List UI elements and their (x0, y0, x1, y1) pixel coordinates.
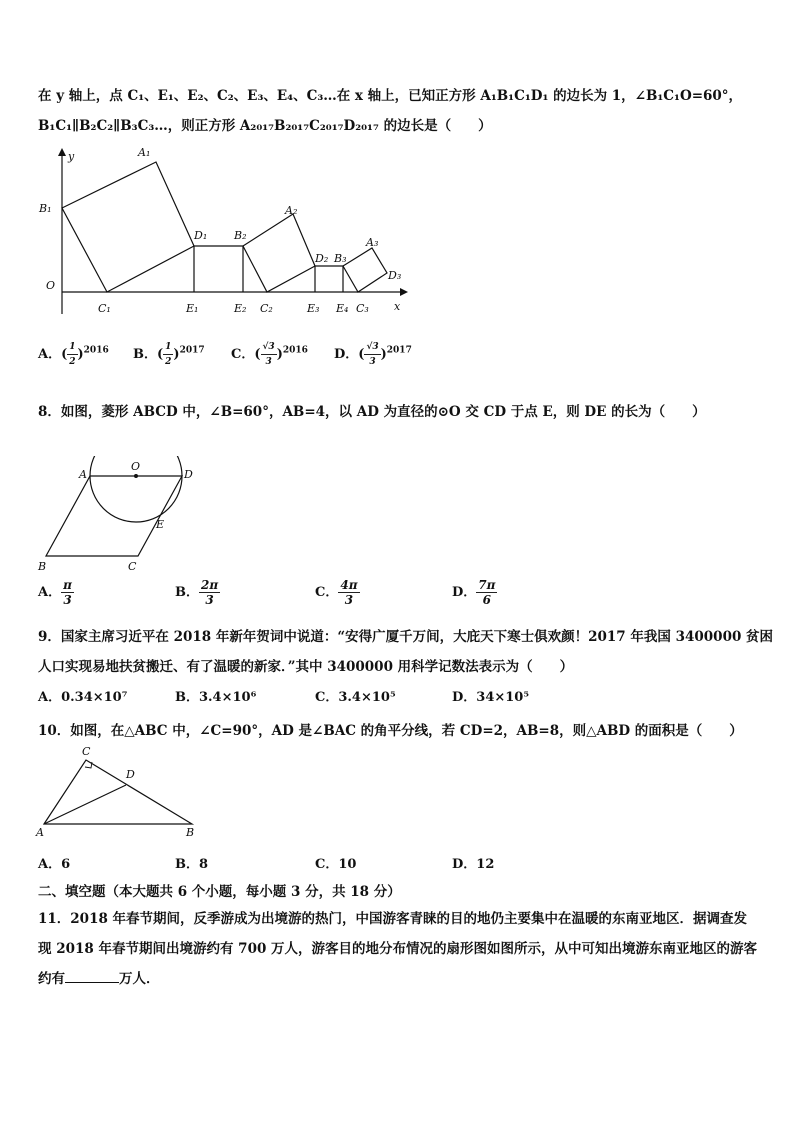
q8-option-c[interactable]: C． $\frac{4\pi}{3}$ (315, 578, 358, 607)
square-1 (62, 162, 194, 292)
label-x: x (394, 300, 401, 313)
label-y: y (68, 150, 75, 163)
q8-option-a[interactable]: A． $\frac{\pi}{3}$ (38, 578, 72, 607)
q9-option-b[interactable]: B．3.4×10⁶ (175, 690, 257, 705)
label-E2: E₂ (234, 302, 247, 315)
q9-text-line2: 人口实现易地扶贫搬迁、有了温暖的新家．”其中 3400000 用科学记数法表示为（ ） (38, 659, 574, 675)
label-C1: C₁ (98, 302, 111, 315)
label-A: A (36, 826, 44, 839)
label-A3: A₃ (366, 236, 379, 249)
q11-text-line3 (38, 967, 160, 987)
q10-text: 10．如图，在△ABC 中，∠C=90°，AD 是∠BAC 的角平分线，若 CD=2，AB=8，则△ABD 的面积是（ ） (38, 723, 743, 739)
label-D: D (126, 768, 135, 781)
label-D3: D₃ (388, 269, 402, 282)
q11-text-line2: 现 2018 年春节期间出境游约有 700 万人，游客目的地分布情况的扇形图如图所示，从中可知出境游东南亚地区的游客 (38, 941, 758, 957)
q7-option-c[interactable]: C．( $\frac{√3}{3}$ )$^{2016}$ (231, 342, 308, 367)
q10-option-c[interactable]: C．10 (315, 857, 357, 872)
label-E3: E₃ (307, 302, 320, 315)
q9-text-line1: 9．国家主席习近平在 2018 年新年贺词中说道：“安得广厦千万间，大庇天下寒士俱欢颜！2017 年我国 3400000 贫困 (38, 629, 774, 645)
q10-figure (34, 742, 204, 840)
label-A2: A₂ (285, 204, 298, 217)
label-C: C (82, 745, 91, 758)
label-E: E (156, 518, 165, 531)
q11-prefix: 约有 (38, 971, 65, 987)
q7-text-line2: B₁C₁∥B₂C₂∥B₃C₃…，则正方形 A₂₀₁₇B₂₀₁₇C₂₀₁₇D₂₀₁₇ 的边长是（ ） (38, 118, 492, 134)
label-B: B (186, 826, 195, 839)
triangle-abc (44, 760, 192, 824)
label-B: B (38, 560, 47, 573)
label-C2: C₂ (260, 302, 273, 315)
label-O: O (46, 279, 56, 292)
label-A1: A₁ (138, 146, 151, 159)
q7-option-a[interactable]: A．( $\frac{1}{2}$ )$^{2016}$ (38, 342, 109, 367)
rect-2 (315, 266, 343, 292)
q10-option-d[interactable]: D．12 (452, 857, 495, 872)
q11-text-line1: 11．2018 年春节期间，反季游成为出境游的热门，中国游客青睐的目的地仍主要集中在温暖的东南亚地区．据调查发 (38, 911, 748, 927)
q8-text: 8．如图，菱形 ABCD 中，∠B=60°，AB=4，以 AD 为直径的⊙O 交 CD 于点 E，则 DE 的长为（ ） (38, 404, 706, 420)
label-O: O (131, 460, 141, 473)
q9-option-a[interactable]: A．0.34×10⁷ (38, 690, 128, 705)
x-axis-arrow (400, 288, 408, 296)
label-A: A (79, 468, 87, 481)
label-D: D (184, 468, 193, 481)
q9-option-d[interactable]: D．34×10⁵ (452, 690, 530, 705)
square-3 (343, 248, 387, 292)
square-2 (243, 214, 315, 292)
label-B1: B₁ (39, 202, 52, 215)
q7-figure (36, 142, 416, 322)
q7-text-line1: 在 y 轴上，点 C₁、E₁、E₂、C₂、E₃、E₄、C₃…在 x 轴上，已知正方形 A₁B₁C₁D₁ 的边长为 1，∠B₁C₁O=60°， (38, 88, 743, 104)
q10-option-a[interactable]: A．6 (38, 857, 71, 872)
label-D1: D₁ (194, 229, 208, 242)
label-E1: E₁ (186, 302, 199, 315)
label-C3: C₃ (356, 302, 369, 315)
label-B3: B₃ (334, 252, 347, 265)
q8-option-b[interactable]: B． $\frac{2\pi}{3}$ (175, 578, 219, 607)
q8-figure (34, 456, 204, 574)
y-axis-arrow (58, 148, 66, 156)
q7-option-b[interactable]: B．( $\frac{1}{2}$ )$^{2017}$ (133, 342, 205, 367)
q11-answer-blank[interactable] (65, 982, 119, 983)
label-C: C (128, 560, 137, 573)
q11-suffix: 万人． (119, 971, 160, 987)
center-o (134, 474, 138, 478)
q9-option-c[interactable]: C．3.4×10⁵ (315, 690, 396, 705)
label-D2: D₂ (315, 252, 329, 265)
q8-option-d[interactable]: D． $\frac{7\pi}{6}$ (452, 578, 496, 607)
label-E4: E₄ (336, 302, 349, 315)
q7-option-d[interactable]: D．( $\frac{√3}{3}$ )$^{2017}$ (334, 342, 412, 367)
label-B2: B₂ (234, 229, 247, 242)
q10-option-b[interactable]: B．8 (175, 857, 209, 872)
section-2-heading: 二、填空题（本大题共 6 个小题，每小题 3 分，共 18 分） (38, 884, 401, 900)
rect-1 (194, 246, 243, 292)
